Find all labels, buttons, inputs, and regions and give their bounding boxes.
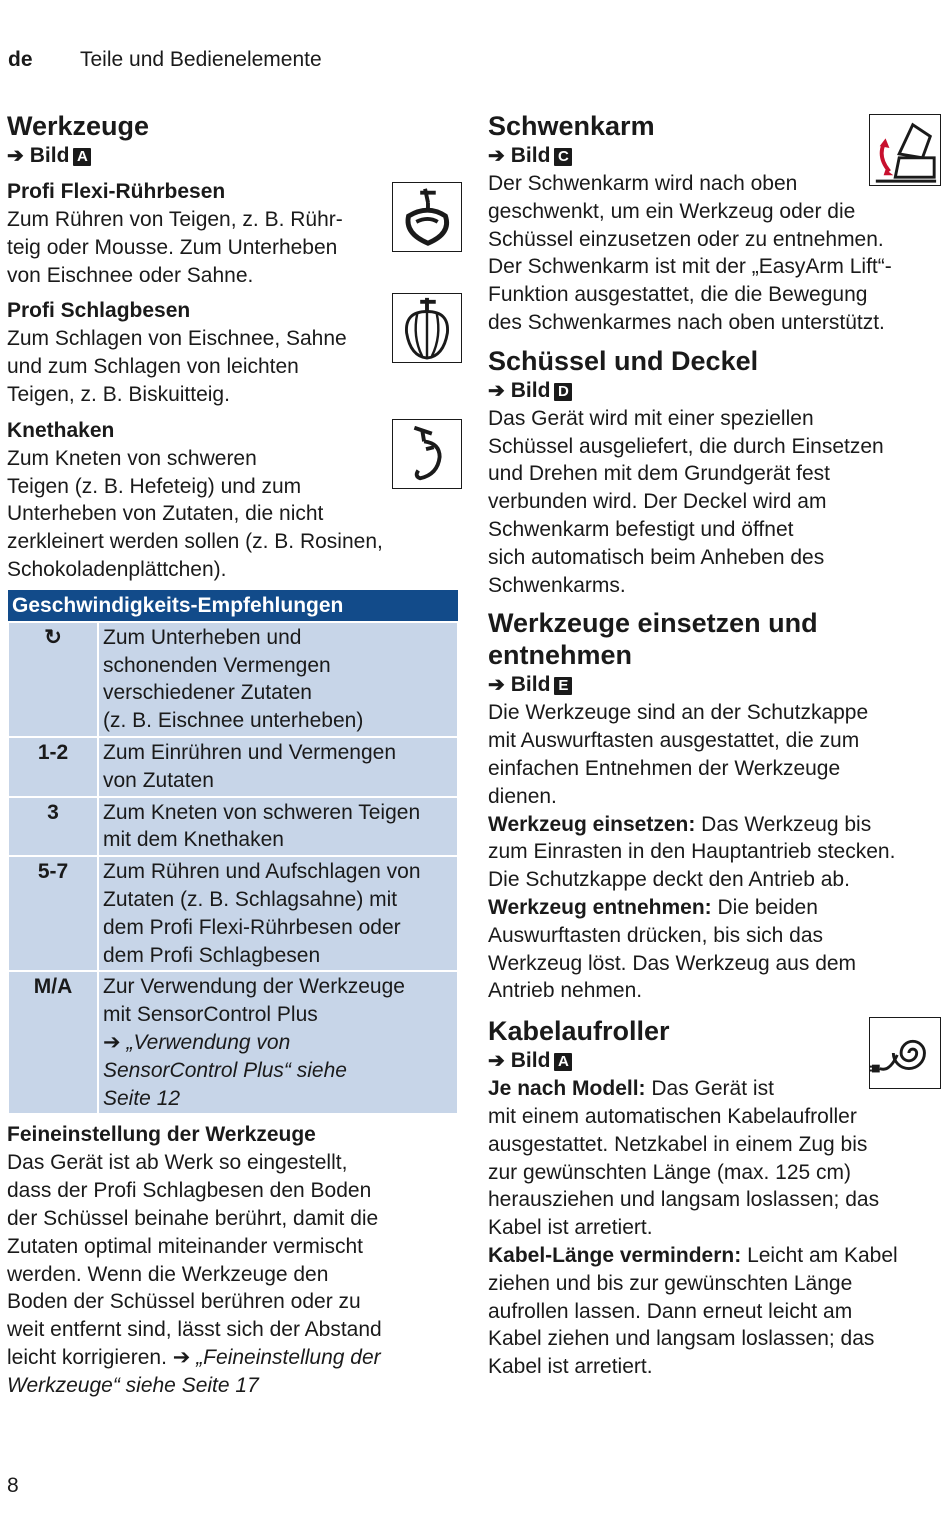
ref-word: Bild — [510, 378, 551, 402]
whisk-icon — [392, 293, 462, 363]
table-header: Geschwindigkeits-Empfehlungen — [8, 590, 458, 622]
fine-adjustment-text: Das Gerät ist ab Werk so eingestellt, dass der Profi Schlagbesen den Boden der Schüssel beinahe berührt, damit die Zutaten optimal miteinander vermischt werden. Wenn die Werkzeuge den Boden der Schüssel berühren oder zu weit entfernt sind, lässt sich der Abstand leicht korrigieren. ➔ „Feineinstellung der Werkzeuge“ siehe Seite 17 — [7, 1151, 382, 1397]
left-column — [7, 110, 462, 1399]
cross-reference-link[interactable]: „Feineinstellung der Werkzeuge“ siehe Seite 17 — [7, 1345, 381, 1397]
tool-description: Zum Kneten von schweren Teigen (z. B. Hefeteig) und zum Unterheben von Zutaten, die nicht zerkleinert werden sollen (z. B. Rosinen, Schokoladenplättchen). — [7, 446, 383, 581]
reduce-instruction: Kabel-Länge vermindern: Leicht am Kabel ziehen und bis zur gewünschten Länge aufrollen lassen. Dann erneut leicht am Kabel ziehen und langsam loslassen; das Kabel ist arretiert. — [488, 1243, 898, 1379]
section-title: Schwenkarm — [488, 111, 655, 141]
page-header — [8, 48, 322, 72]
header-title: Teile und Bedienelemente — [80, 48, 322, 71]
cross-reference-link[interactable]: ➔ „Verwendung von SensorControl Plus“ siehe Seite 12 — [103, 1030, 347, 1110]
section-title: Werkzeuge einsetzen und entnehmen — [488, 608, 818, 671]
speed-text: Zum Kneten von schweren Teigen mit dem Knethaken — [98, 797, 458, 857]
speed-text-cell — [98, 971, 458, 1114]
ref-word: Bild — [510, 673, 551, 697]
speed-key: 3 — [8, 797, 98, 857]
arrow-icon: ➔ — [488, 1050, 505, 1073]
ref-word: Bild — [29, 144, 70, 167]
section-text: Das Gerät wird mit einer speziellen Schüssel ausgeliefert, die durch Einsetzen und Drehen mit dem Grundgerät fest verbunden wird. Der Deckel wird am Schwenkarm befestigt und öffnet sich automatisch beim Anheben des Schwenkarms. — [488, 406, 884, 597]
tool-name: Knethaken — [7, 418, 115, 442]
flexi-beater-icon — [392, 182, 462, 252]
speed-key: M/A — [8, 971, 98, 1114]
right-column — [488, 110, 943, 1381]
table-row — [8, 797, 458, 857]
tool-kneading-hook — [7, 417, 462, 584]
section-title-werkzeuge: Werkzeuge — [7, 111, 150, 141]
language-code: de — [8, 48, 33, 71]
tool-flexi — [7, 178, 462, 289]
table-row — [8, 622, 458, 737]
section-cable-reel — [488, 1015, 943, 1381]
arrow-icon: ➔ — [488, 379, 505, 402]
remove-instruction: Werkzeug entnehmen: Die beiden Auswurftasten drücken, bis sich das Werkzeug löst. Das Werkzeug aus dem Antrieb nehmen. — [488, 895, 857, 1003]
ref-word: Bild — [510, 144, 551, 167]
speed-text: Zum Rühren und Aufschlagen von Zutaten (z. B. Schlagsahne) mit dem Profi Flexi-Rührbesen oder dem Profi Schlagbesen — [98, 856, 458, 971]
speed-key-fold-icon: ↻ — [8, 622, 98, 737]
kneading-hook-icon — [392, 419, 462, 489]
fine-adjustment — [7, 1121, 462, 1399]
speed-key: 1-2 — [8, 737, 98, 797]
section-tools-insert-remove — [488, 607, 943, 1005]
speed-text: Zum Einrühren und Vermengen von Zutaten — [98, 737, 458, 797]
arrow-icon: ➔ — [172, 1345, 191, 1369]
subsection-title: Feineinstellung der Werkzeuge — [7, 1123, 316, 1147]
arrow-icon: ➔ — [488, 674, 505, 697]
insert-instruction: Werkzeug einsetzen: Das Werkzeug bis zum Einrasten in den Hauptantrieb stecken. Die Schutzkappe deckt den Antrieb ab. — [488, 812, 896, 892]
section-text: Der Schwenkarm wird nach oben geschwenkt, um ein Werkzeug oder die Schüssel einzusetzen oder zu entnehmen. Der Schwenkarm ist mit der „EasyArm Lift“- Funktion ausgestattet, die die Bewegung des Schwenkarmes nach oben unterstützt. — [488, 172, 892, 334]
figure-reference — [488, 377, 943, 405]
figure-letter: C — [554, 148, 572, 166]
arrow-icon: ➔ — [103, 1030, 121, 1054]
tool-description: Zum Rühren von Teigen, z. B. Rühr- teig oder Mousse. Zum Unterheben von Eischnee oder Sahne. — [7, 208, 343, 287]
speed-text: Zum Unterheben und schonenden Vermengen verschiedener Zutaten (z. B. Eischnee unterheben) — [98, 622, 458, 737]
table-row — [8, 971, 458, 1114]
arrow-icon: ➔ — [7, 145, 24, 167]
section-bowl-lid — [488, 345, 943, 600]
tool-name: Profi Schlagbesen — [7, 299, 191, 323]
tool-name: Profi Flexi-Rührbesen — [7, 180, 226, 203]
table-row — [8, 737, 458, 797]
table-row — [8, 856, 458, 971]
speed-key: 5-7 — [8, 856, 98, 971]
speed-text: Zur Verwendung der Werkzeuge mit SensorControl Plus — [103, 975, 405, 1027]
section-swing-arm — [488, 110, 943, 337]
arrow-icon: ➔ — [488, 145, 505, 167]
section-title: Kabelaufroller — [488, 1016, 670, 1047]
swing-arm-icon — [869, 114, 941, 186]
figure-letter: D — [554, 383, 572, 401]
section-title: Schüssel und Deckel — [488, 345, 759, 376]
cable-reel-icon — [869, 1017, 941, 1089]
tool-whisk — [7, 297, 462, 408]
section-text: Die Werkzeuge sind an der Schutzkappe mit Auswurftasten ausgestattet, die zum einfachen Entnehmen der Werkzeuge dienen. — [488, 701, 869, 808]
model-note: Je nach Modell: Das Gerät ist mit einem automatischen Kabelaufroller ausgestattet. Netzkabel in einem Zug bis zur gewünschten Länge (max. 125 cm) herausziehen und langsam loslassen; das Kabel ist arretiert. — [488, 1077, 880, 1240]
speed-recommendations-table — [7, 590, 459, 1116]
ref-word: Bild — [510, 1049, 551, 1073]
page-number: 8 — [7, 1474, 19, 1497]
figure-reference — [488, 671, 943, 699]
figure-reference — [7, 142, 462, 170]
figure-letter: A — [554, 1053, 572, 1071]
figure-letter: A — [73, 148, 91, 166]
figure-letter: E — [554, 677, 572, 695]
tool-description: Zum Schlagen von Eischnee, Sahne und zum Schlagen von leichten Teigen, z. B. Biskuitteig. — [7, 327, 347, 406]
